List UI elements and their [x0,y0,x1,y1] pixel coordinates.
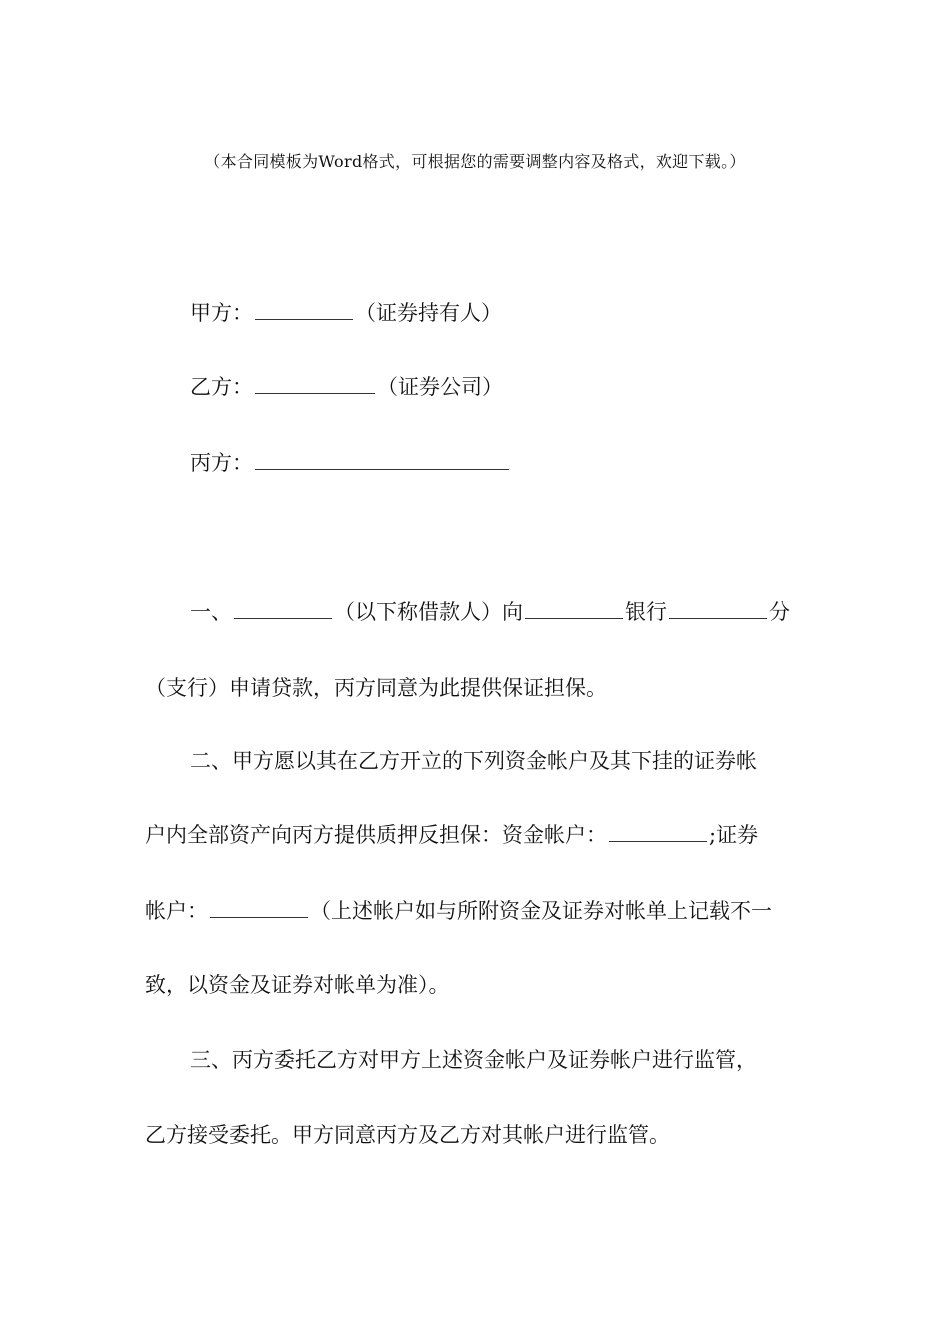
clause1-text-b: 银行 [625,600,667,624]
party-a-blank[interactable] [255,299,353,320]
party-a-label: 甲方： [190,301,253,325]
clause1-line1 [190,597,790,627]
clause2-text-a: 户内全部资产向丙方提供质押反担保：资金帐户： [145,823,607,847]
party-c-line [190,448,511,478]
clause2-line3 [145,896,772,926]
bank-blank[interactable] [525,598,623,619]
party-b-blank[interactable] [255,373,375,394]
clause1-text-a: （以下称借款人）向 [334,600,523,624]
party-a-role: （证券持有人） [355,301,502,325]
branch-blank[interactable] [669,598,767,619]
fund-account-blank[interactable] [609,821,707,842]
clause2-line2 [145,820,758,850]
party-b-label: 乙方： [190,375,253,399]
party-b-line [190,372,503,402]
party-a-line [190,298,502,328]
clause1-number: 一、 [190,600,232,624]
clause2-text-b: ;证券 [709,823,759,847]
clause2-line4: 致，以资金及证券对帐单为准）。 [145,973,450,997]
securities-account-blank[interactable] [210,897,308,918]
clause1-line2: （支行）申请贷款，丙方同意为此提供保证担保。 [145,676,607,700]
template-note: （本合同模板为Word格式，可根据您的需要调整内容及格式，欢迎下载。） [204,152,746,171]
party-c-label: 丙方： [190,451,253,475]
party-b-role: （证券公司） [377,375,503,399]
clause1-text-c: 分 [769,600,790,624]
borrower-blank[interactable] [234,598,332,619]
party-c-blank[interactable] [255,449,509,470]
clause3-line2: 乙方接受委托。甲方同意丙方及乙方对其帐户进行监管。 [145,1123,670,1147]
clause2-text-c: 帐户： [145,899,208,923]
clause2-line1: 二、甲方愿以其在乙方开立的下列资金帐户及其下挂的证券帐 [190,749,757,773]
clause3-line1: 三、丙方委托乙方对甲方上述资金帐户及证券帐户进行监管， [190,1048,757,1072]
clause2-text-d: （上述帐户如与所附资金及证券对帐单上记载不一 [310,899,772,923]
